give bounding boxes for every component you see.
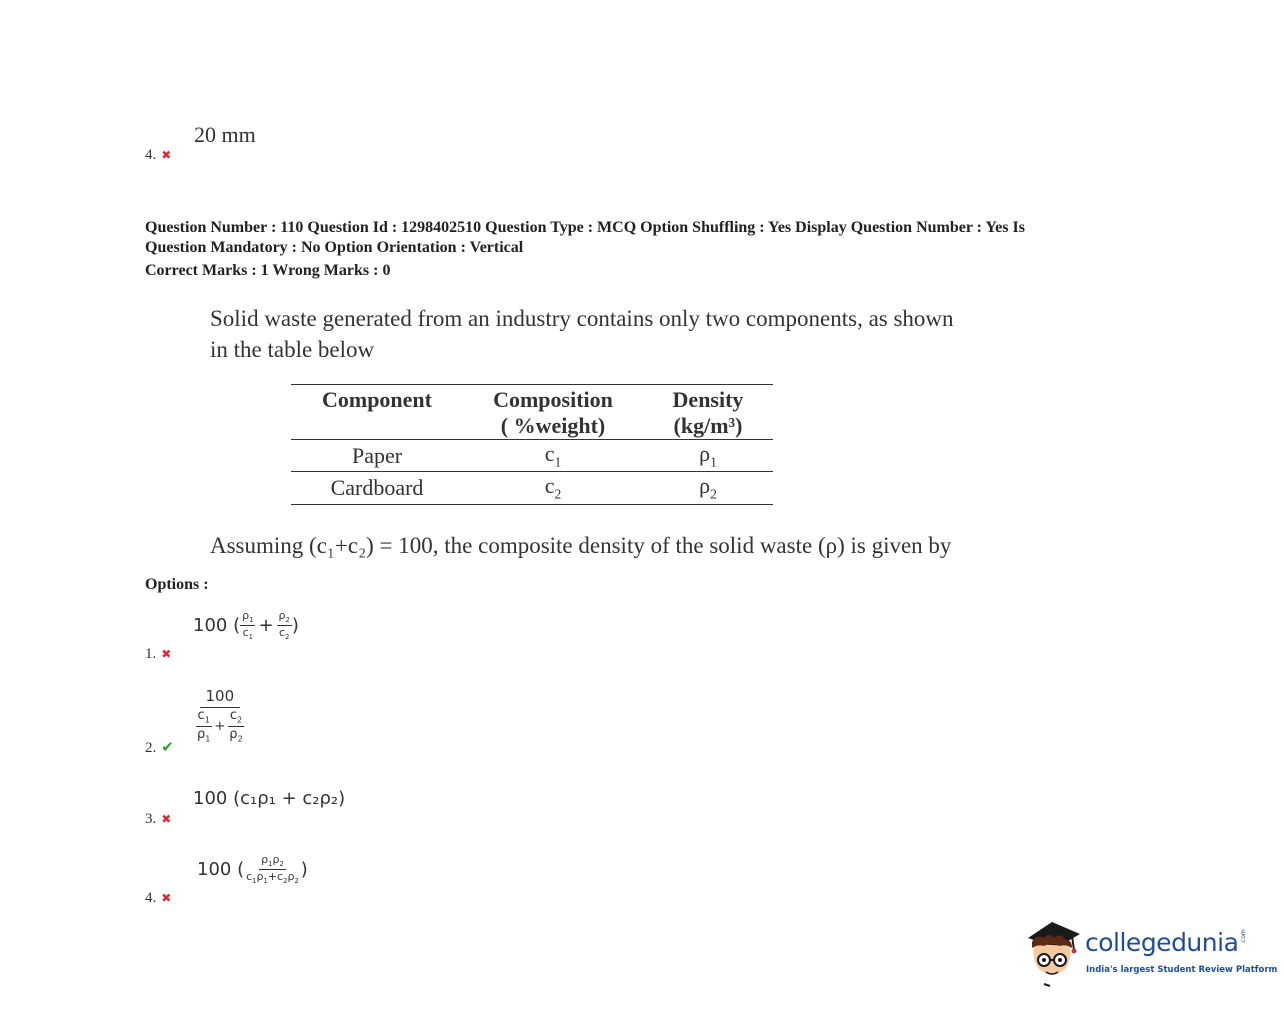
question-text-line1: Solid waste generated from an industry contains only two components, as shown [210,306,954,331]
table-cell-component: Paper [351,442,403,468]
question-text-line2: in the table below [210,337,375,362]
options-label: Options : [145,576,209,593]
prev-option-4-marker [145,146,171,164]
table-cell-component: Cardboard [330,475,424,501]
cross-icon: ✖ [161,647,172,661]
option-4-marker [145,889,171,907]
mascot-icon [1022,918,1084,988]
option-number: 2. [145,740,157,756]
table-cell-density: $\rho_2$ [699,473,717,502]
option-number: 3. [145,811,157,827]
question-text [210,303,1010,365]
option-4-expression[interactable]: 100 ( $\frac{\rho_1\rho_2}{c_1\rho_1+c_2\rho_2}$ ) [197,853,308,886]
table-cell-composition: $c_1$ [544,441,562,470]
table-row [291,472,773,504]
table-row [291,440,773,472]
option-2-expression[interactable]: 100 $\frac{c_1}{\rho_1}$ + $\frac{c_2}{\rho_2}$ [197,687,243,744]
collegedunia-logo[interactable] [1022,918,1278,990]
check-icon: ✔ [161,738,174,756]
cross-icon: ✖ [161,891,172,905]
option-number: 4. [145,890,157,906]
option-3-expression[interactable]: 100 (c₁ρ₁ + c₂ρ₂) [193,788,346,809]
brand-tagline: India's largest Student Review Platform [1086,965,1278,975]
table-header-composition: Composition ( %weight) [493,387,613,438]
option-1-expression[interactable]: 100 ( $\frac{\rho_1}{c_1}$ + $\frac{\rho_2}{c_2}$ ) [193,609,299,642]
question-marks: Correct Marks : 1 Wrong Marks : 0 [145,262,391,279]
table-header-density: Density (kg/m³) [672,387,744,438]
composition-table [291,384,773,505]
cross-icon: ✖ [161,812,172,826]
option-1-marker [145,645,171,663]
table-cell-composition: $c_2$ [544,473,562,502]
prev-option-4-text: 20 mm [194,122,256,147]
option-number: 4. [145,147,157,163]
question-meta-line2: Question Mandatory : No Option Orientation : Vertical [145,239,524,256]
option-number: 1. [145,646,157,662]
table-header-component: Component [321,387,432,412]
option-2-marker [145,738,174,757]
question-meta-line1: Question Number : 110 Question Id : 1298402510 Question Type : MCQ Option Shuffling : Yes Display Question Number : Yes Is [145,219,1025,236]
brand-suffix: .com [1240,929,1247,944]
question-assumption: Assuming (c₁+c₂) = 100, the composite density of the solid waste (ρ) is given by [210,533,952,558]
cross-icon: ✖ [161,148,172,162]
brand-name: collegedunia [1085,928,1239,957]
option-3-marker [145,810,171,828]
question-meta [145,218,1145,281]
table-cell-density: $\rho_1$ [699,441,717,470]
